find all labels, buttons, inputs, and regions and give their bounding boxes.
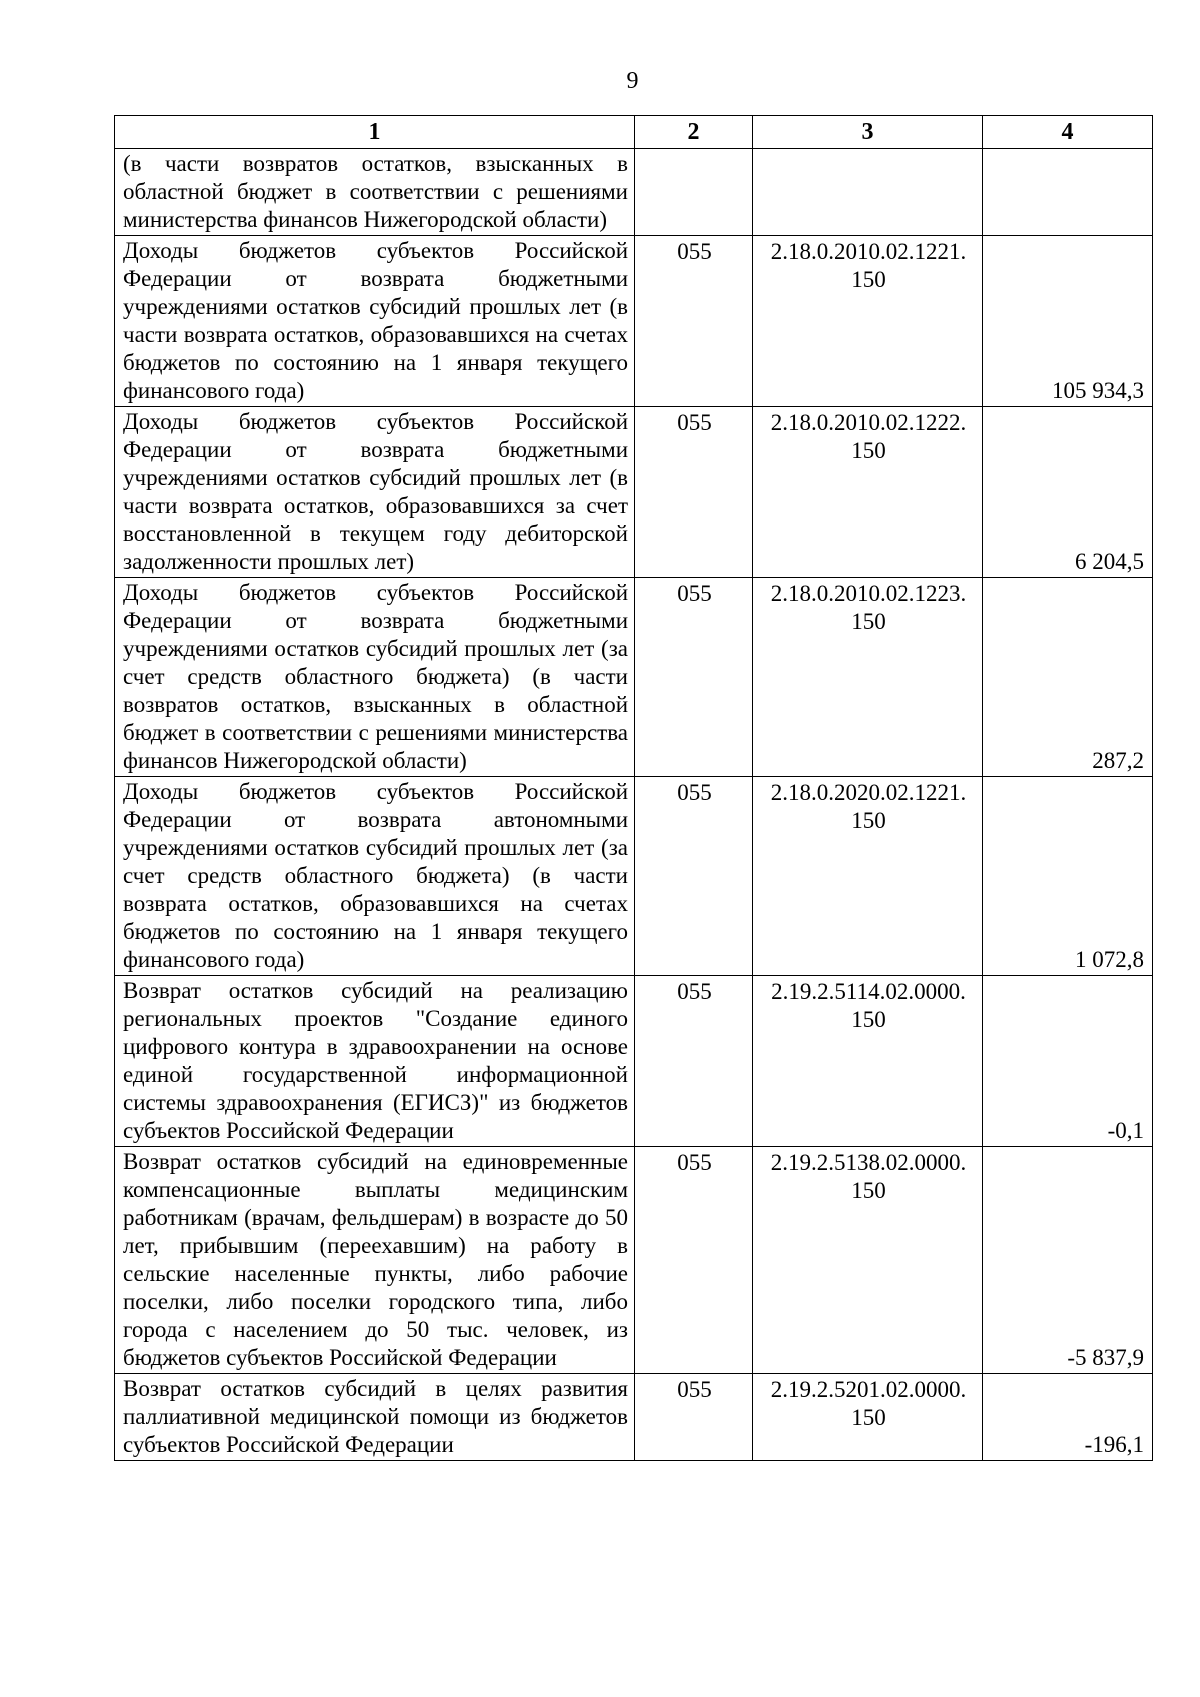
row-kbk: 2.18.0.2010.02.1221. 150 (753, 236, 983, 407)
table-header (115, 116, 1153, 149)
row-code: 055 (635, 1374, 753, 1461)
row-code: 055 (635, 236, 753, 407)
row-amount: -0,1 (983, 976, 1153, 1147)
row-description: Доходы бюджетов субъектов Российской Федерации от возврата бюджетными учреждениями остатков субсидий прошлых лет (в части возврата остатков, образовавшихся на счетах бюджетов по состоянию на 1 января текущего финансового года) (115, 236, 635, 407)
header-row (115, 116, 1153, 149)
row-description: Возврат остатков субсидий на единовременные компенсационные выплаты медицинским работникам (врачам, фельдшерам) в возрасте до 50 лет, прибывшим (переехавшим) на работу в сельские населенные пункты, либо рабочие поселки, либо поселки городского типа, либо города с населением до 50 тыс. человек, из бюджетов субъектов Российской Федерации (115, 1147, 635, 1374)
header-col-4: 4 (983, 116, 1153, 149)
row-kbk: 2.19.2.5201.02.0000. 150 (753, 1374, 983, 1461)
budget-table (114, 115, 1153, 1461)
row-description: (в части возвратов остатков, взысканных в областной бюджет в соответствии с решениями министерства финансов Нижегородской области) (115, 149, 635, 236)
row-amount: -196,1 (983, 1374, 1153, 1461)
row-description: Доходы бюджетов субъектов Российской Федерации от возврата бюджетными учреждениями остатков субсидий прошлых лет (за счет средств областного бюджета) (в части возвратов остатков, взысканных в областной бюджет в соответствии с решениями министерства финансов Нижегородской области) (115, 578, 635, 777)
table-row (115, 236, 1153, 407)
header-col-2: 2 (635, 116, 753, 149)
row-amount: 1 072,8 (983, 777, 1153, 976)
table-row (115, 149, 1153, 236)
row-amount: 105 934,3 (983, 236, 1153, 407)
row-description: Возврат остатков субсидий на реализацию региональных проектов "Создание единого цифрового контура в здравоохранении на основе единой государственной информационной системы здравоохранения (ЕГИСЗ)" из бюджетов субъектов Российской Федерации (115, 976, 635, 1147)
row-code: 055 (635, 777, 753, 976)
table-row (115, 1374, 1153, 1461)
header-col-1: 1 (115, 116, 635, 149)
table-row (115, 407, 1153, 578)
row-kbk (753, 149, 983, 236)
row-code: 055 (635, 1147, 753, 1374)
table-body (115, 149, 1153, 1461)
row-description: Возврат остатков субсидий в целях развития паллиативной медицинской помощи из бюджетов субъектов Российской Федерации (115, 1374, 635, 1461)
row-kbk: 2.18.0.2010.02.1223. 150 (753, 578, 983, 777)
row-code: 055 (635, 976, 753, 1147)
row-description: Доходы бюджетов субъектов Российской Федерации от возврата бюджетными учреждениями остатков субсидий прошлых лет (в части возврата остатков, образовавшихся за счет восстановленной в текущем году дебиторской задолженности прошлых лет) (115, 407, 635, 578)
row-kbk: 2.18.0.2020.02.1221. 150 (753, 777, 983, 976)
table-row (115, 1147, 1153, 1374)
row-kbk: 2.19.2.5138.02.0000. 150 (753, 1147, 983, 1374)
row-code: 055 (635, 578, 753, 777)
row-kbk: 2.18.0.2010.02.1222. 150 (753, 407, 983, 578)
row-amount: 6 204,5 (983, 407, 1153, 578)
table-row (115, 777, 1153, 976)
row-kbk: 2.19.2.5114.02.0000. 150 (753, 976, 983, 1147)
row-amount (983, 149, 1153, 236)
header-col-3: 3 (753, 116, 983, 149)
row-amount: 287,2 (983, 578, 1153, 777)
row-description: Доходы бюджетов субъектов Российской Федерации от возврата автономными учреждениями остатков субсидий прошлых лет (за счет средств областного бюджета) (в части возврата остатков, образовавшихся на счетах бюджетов по состоянию на 1 января текущего финансового года) (115, 777, 635, 976)
table-row (115, 578, 1153, 777)
row-amount: -5 837,9 (983, 1147, 1153, 1374)
row-code: 055 (635, 407, 753, 578)
table-row (115, 976, 1153, 1147)
page-number: 9 (626, 68, 639, 94)
row-code (635, 149, 753, 236)
